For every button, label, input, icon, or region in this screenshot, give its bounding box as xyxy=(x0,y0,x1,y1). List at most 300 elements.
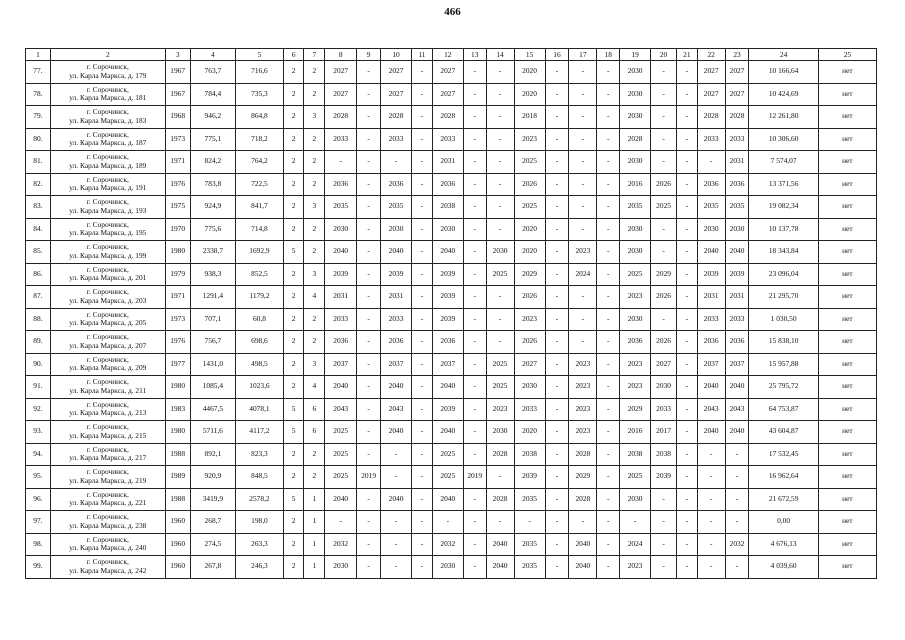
data-cell: 2035 xyxy=(514,556,545,579)
data-cell: - xyxy=(381,466,412,489)
address-street: ул. Карла Маркса, д. 183 xyxy=(69,115,147,125)
column-header: 21 xyxy=(677,49,698,61)
data-cell: - xyxy=(357,128,381,151)
data-cell: - xyxy=(412,128,433,151)
data-cell: 2 xyxy=(304,218,325,241)
data-cell: 1 xyxy=(304,556,325,579)
data-cell: - xyxy=(357,83,381,106)
data-cell: - xyxy=(486,83,514,106)
data-cell: 2338,7 xyxy=(190,241,236,264)
status-cell: нет xyxy=(818,83,876,106)
data-cell: - xyxy=(357,556,381,579)
table-row xyxy=(26,106,877,129)
data-cell: 775,1 xyxy=(190,128,236,151)
data-cell: - xyxy=(545,61,569,84)
address-street: ул. Карла Маркса, д. 242 xyxy=(69,565,147,575)
data-cell: 2028 xyxy=(432,106,463,129)
address-city: г. Сорочинск, xyxy=(86,444,129,454)
cost-cell: 7 574,07 xyxy=(749,151,818,174)
data-cell: 2040 xyxy=(725,241,749,264)
address-city: г. Сорочинск, xyxy=(86,174,129,184)
data-cell: 246,3 xyxy=(236,556,284,579)
row-number: 87. xyxy=(26,286,51,309)
data-cell: 2031 xyxy=(432,151,463,174)
data-cell: - xyxy=(597,331,620,354)
data-cell: - xyxy=(569,106,597,129)
table-row xyxy=(26,331,877,354)
data-cell: 2 xyxy=(283,511,304,534)
row-number: 84. xyxy=(26,218,51,241)
data-cell: - xyxy=(697,488,725,511)
data-cell: 1988 xyxy=(165,443,190,466)
data-cell: 2030 xyxy=(620,151,651,174)
data-cell: 2027 xyxy=(725,61,749,84)
data-cell: 2036 xyxy=(697,173,725,196)
data-cell: - xyxy=(412,106,433,129)
cost-cell: 21 672,59 xyxy=(749,488,818,511)
status-cell: нет xyxy=(818,286,876,309)
data-cell: - xyxy=(486,308,514,331)
row-number: 88. xyxy=(26,308,51,331)
data-cell: 2038 xyxy=(432,196,463,219)
data-cell: - xyxy=(651,61,677,84)
data-cell: - xyxy=(463,511,486,534)
header-row xyxy=(26,49,877,61)
cost-cell: 43 604,87 xyxy=(749,421,818,444)
data-cell: 2039 xyxy=(725,263,749,286)
data-cell: 2035 xyxy=(725,196,749,219)
address-city: г. Сорочинск, xyxy=(86,512,129,522)
address-city: г. Сорочинск, xyxy=(86,332,129,342)
data-cell: 2040 xyxy=(569,556,597,579)
data-cell: - xyxy=(545,286,569,309)
data-cell: - xyxy=(569,331,597,354)
data-cell: - xyxy=(651,488,677,511)
data-cell: 2037 xyxy=(697,353,725,376)
data-cell: 2031 xyxy=(381,286,412,309)
table-row xyxy=(26,61,877,84)
data-cell: - xyxy=(569,173,597,196)
data-cell: 1971 xyxy=(165,151,190,174)
data-cell: 2025 xyxy=(325,466,357,489)
address-street: ул. Карла Маркса, д. 195 xyxy=(69,228,147,238)
data-cell: 2040 xyxy=(381,488,412,511)
column-header: 5 xyxy=(236,49,284,61)
data-cell: - xyxy=(357,398,381,421)
data-cell: - xyxy=(545,443,569,466)
data-cell: - xyxy=(463,83,486,106)
data-cell: 2030 xyxy=(651,376,677,399)
address-cell xyxy=(50,331,165,354)
data-cell: 4467,5 xyxy=(190,398,236,421)
cost-cell: 10 166,64 xyxy=(749,61,818,84)
address-cell xyxy=(50,173,165,196)
address-cell xyxy=(50,466,165,489)
data-cell: - xyxy=(677,218,698,241)
data-cell: 3419,9 xyxy=(190,488,236,511)
data-cell: - xyxy=(545,196,569,219)
data-cell: - xyxy=(597,308,620,331)
address-street: ул. Карла Маркса, д. 199 xyxy=(69,250,147,260)
status-cell: нет xyxy=(818,196,876,219)
data-cell: - xyxy=(463,556,486,579)
table-row xyxy=(26,376,877,399)
data-cell: 2023 xyxy=(620,376,651,399)
data-cell: 2033 xyxy=(381,308,412,331)
data-cell: - xyxy=(677,83,698,106)
data-cell: - xyxy=(545,128,569,151)
address-city: г. Сорочинск, xyxy=(86,422,129,432)
row-number: 85. xyxy=(26,241,51,264)
data-cell: - xyxy=(463,421,486,444)
data-cell: 2040 xyxy=(325,241,357,264)
data-cell: - xyxy=(651,151,677,174)
row-number: 95. xyxy=(26,466,51,489)
data-cell: - xyxy=(412,286,433,309)
data-cell: 2036 xyxy=(381,331,412,354)
data-cell: 2028 xyxy=(486,443,514,466)
status-cell: нет xyxy=(818,466,876,489)
row-number: 89. xyxy=(26,331,51,354)
data-cell: 2018 xyxy=(514,106,545,129)
data-cell: 1973 xyxy=(165,308,190,331)
data-cell: 2 xyxy=(304,173,325,196)
data-cell: 2033 xyxy=(697,308,725,331)
data-cell: 2040 xyxy=(486,556,514,579)
cost-cell: 21 295,70 xyxy=(749,286,818,309)
data-cell: 2035 xyxy=(514,488,545,511)
data-cell: - xyxy=(697,151,725,174)
data-cell: 2033 xyxy=(725,308,749,331)
column-header: 7 xyxy=(304,49,325,61)
cost-cell: 15 838,10 xyxy=(749,331,818,354)
address-street: ул. Карла Маркса, д. 181 xyxy=(69,93,147,103)
data-cell: 2 xyxy=(304,151,325,174)
data-cell: 2031 xyxy=(325,286,357,309)
table-row xyxy=(26,421,877,444)
data-cell: - xyxy=(381,556,412,579)
data-cell: 2025 xyxy=(325,443,357,466)
data-cell: 2030 xyxy=(620,241,651,264)
data-cell: 2039 xyxy=(325,263,357,286)
data-cell: 2030 xyxy=(381,218,412,241)
data-cell: - xyxy=(697,466,725,489)
data-cell: - xyxy=(597,151,620,174)
data-cell: 2 xyxy=(283,556,304,579)
data-cell: - xyxy=(677,443,698,466)
data-cell: 2029 xyxy=(514,263,545,286)
data-cell: - xyxy=(597,218,620,241)
table-row xyxy=(26,128,877,151)
data-cell: 2 xyxy=(283,151,304,174)
data-cell: - xyxy=(463,151,486,174)
data-cell: 2039 xyxy=(432,263,463,286)
column-header: 16 xyxy=(545,49,569,61)
status-cell: нет xyxy=(818,106,876,129)
column-header: 13 xyxy=(463,49,486,61)
data-cell: 1431,0 xyxy=(190,353,236,376)
housing-table xyxy=(25,48,877,579)
data-cell: 2030 xyxy=(620,106,651,129)
data-cell: - xyxy=(597,511,620,534)
row-number: 92. xyxy=(26,398,51,421)
data-cell: 2578,2 xyxy=(236,488,284,511)
data-cell: 2030 xyxy=(620,61,651,84)
data-cell: - xyxy=(545,421,569,444)
data-cell: 2023 xyxy=(486,398,514,421)
data-cell: 756,7 xyxy=(190,331,236,354)
data-cell: - xyxy=(412,533,433,556)
data-cell: - xyxy=(597,83,620,106)
data-cell: - xyxy=(486,218,514,241)
data-cell: - xyxy=(486,128,514,151)
page-number: 466 xyxy=(444,6,461,18)
data-cell: 2 xyxy=(283,173,304,196)
data-cell: 2 xyxy=(283,218,304,241)
data-cell: - xyxy=(381,511,412,534)
table-row xyxy=(26,443,877,466)
status-cell: нет xyxy=(818,421,876,444)
data-cell: - xyxy=(357,308,381,331)
data-cell: 2027 xyxy=(381,83,412,106)
data-cell: 2028 xyxy=(569,488,597,511)
address-city: г. Сорочинск, xyxy=(86,197,129,207)
data-cell: 2 xyxy=(304,241,325,264)
data-cell: 2027 xyxy=(697,61,725,84)
data-cell: 1975 xyxy=(165,196,190,219)
data-cell: - xyxy=(357,196,381,219)
column-header: 10 xyxy=(381,49,412,61)
data-cell: 2035 xyxy=(514,533,545,556)
data-cell: - xyxy=(357,331,381,354)
data-cell: - xyxy=(569,128,597,151)
column-header: 22 xyxy=(697,49,725,61)
data-cell: 2031 xyxy=(725,151,749,174)
address-city: г. Сорочинск, xyxy=(86,152,129,162)
data-cell: - xyxy=(677,128,698,151)
column-header: 23 xyxy=(725,49,749,61)
data-cell: 2025 xyxy=(486,376,514,399)
data-cell: - xyxy=(569,151,597,174)
table-row xyxy=(26,556,877,579)
data-cell: 2030 xyxy=(325,218,357,241)
data-cell: - xyxy=(597,443,620,466)
data-cell: 841,7 xyxy=(236,196,284,219)
table-header xyxy=(26,49,877,61)
status-cell: нет xyxy=(818,488,876,511)
address-street: ул. Карла Маркса, д. 217 xyxy=(69,453,147,463)
data-cell: 2043 xyxy=(325,398,357,421)
data-cell: - xyxy=(486,106,514,129)
column-header: 2 xyxy=(50,49,165,61)
table-row xyxy=(26,466,877,489)
data-cell: - xyxy=(697,533,725,556)
data-cell: 6 xyxy=(304,421,325,444)
data-cell: 2039 xyxy=(381,263,412,286)
row-number: 78. xyxy=(26,83,51,106)
data-cell: - xyxy=(412,83,433,106)
data-cell: - xyxy=(597,556,620,579)
cost-cell: 10 306,60 xyxy=(749,128,818,151)
data-cell: 764,2 xyxy=(236,151,284,174)
address-street: ул. Карла Маркса, д. 193 xyxy=(69,205,147,215)
address-city: г. Сорочинск, xyxy=(86,287,129,297)
address-cell xyxy=(50,106,165,129)
column-header: 20 xyxy=(651,49,677,61)
data-cell: 2030 xyxy=(486,421,514,444)
data-cell: - xyxy=(597,196,620,219)
data-cell: - xyxy=(597,173,620,196)
cost-cell: 15 957,88 xyxy=(749,353,818,376)
data-cell: 2037 xyxy=(725,353,749,376)
data-cell: 2036 xyxy=(725,173,749,196)
data-cell: - xyxy=(412,421,433,444)
data-cell: 1989 xyxy=(165,466,190,489)
data-cell: - xyxy=(545,308,569,331)
data-cell: 2040 xyxy=(725,421,749,444)
data-cell: - xyxy=(651,511,677,534)
data-cell: 2023 xyxy=(569,421,597,444)
data-cell: 2 xyxy=(283,466,304,489)
data-cell: - xyxy=(620,511,651,534)
data-cell: - xyxy=(569,218,597,241)
status-cell: нет xyxy=(818,241,876,264)
data-cell: 2 xyxy=(283,443,304,466)
data-cell: - xyxy=(463,376,486,399)
data-cell: 1960 xyxy=(165,556,190,579)
data-cell: 2030 xyxy=(620,488,651,511)
data-cell: - xyxy=(412,398,433,421)
data-cell: - xyxy=(545,263,569,286)
address-street: ул. Карла Маркса, д. 219 xyxy=(69,475,147,485)
data-cell: 274,5 xyxy=(190,533,236,556)
data-cell: 2029 xyxy=(569,466,597,489)
row-number: 86. xyxy=(26,263,51,286)
data-cell: 263,3 xyxy=(236,533,284,556)
data-cell: 1 xyxy=(304,533,325,556)
data-cell: - xyxy=(545,218,569,241)
data-cell: - xyxy=(597,466,620,489)
data-cell: 848,5 xyxy=(236,466,284,489)
data-cell: 2025 xyxy=(325,421,357,444)
data-cell: 2 xyxy=(283,331,304,354)
data-cell: 2025 xyxy=(514,196,545,219)
table-row xyxy=(26,398,877,421)
data-cell: 2040 xyxy=(697,241,725,264)
column-header: 9 xyxy=(357,49,381,61)
data-cell: - xyxy=(381,533,412,556)
data-cell: - xyxy=(412,218,433,241)
address-city: г. Сорочинск, xyxy=(86,467,129,477)
data-cell: - xyxy=(697,511,725,534)
data-cell: 2028 xyxy=(325,106,357,129)
data-cell: - xyxy=(677,533,698,556)
data-cell: 3 xyxy=(304,106,325,129)
data-cell: - xyxy=(357,511,381,534)
column-header: 14 xyxy=(486,49,514,61)
data-cell: - xyxy=(697,443,725,466)
data-cell: - xyxy=(463,263,486,286)
data-cell: 2040 xyxy=(432,241,463,264)
data-cell: 2040 xyxy=(432,376,463,399)
data-cell: - xyxy=(597,398,620,421)
address-cell xyxy=(50,533,165,556)
data-cell: 2030 xyxy=(620,218,651,241)
data-cell: 2020 xyxy=(514,83,545,106)
table-row xyxy=(26,83,877,106)
table-row xyxy=(26,196,877,219)
data-cell: 2 xyxy=(283,263,304,286)
data-cell: - xyxy=(725,556,749,579)
data-cell: - xyxy=(545,331,569,354)
data-cell: - xyxy=(463,106,486,129)
data-cell: 2027 xyxy=(432,83,463,106)
cost-cell: 10 137,78 xyxy=(749,218,818,241)
data-cell: 2027 xyxy=(514,353,545,376)
data-cell: 5 xyxy=(283,398,304,421)
data-cell: 3 xyxy=(304,263,325,286)
data-cell: 1960 xyxy=(165,511,190,534)
cost-cell: 12 261,80 xyxy=(749,106,818,129)
address-city: г. Сорочинск, xyxy=(86,309,129,319)
data-cell: - xyxy=(597,421,620,444)
column-header: 4 xyxy=(190,49,236,61)
data-cell: - xyxy=(651,218,677,241)
data-cell: 892,1 xyxy=(190,443,236,466)
data-cell: - xyxy=(412,151,433,174)
data-cell: - xyxy=(545,533,569,556)
row-number: 99. xyxy=(26,556,51,579)
address-city: г. Сорочинск, xyxy=(86,377,129,387)
data-cell: 2040 xyxy=(697,421,725,444)
data-cell: - xyxy=(545,466,569,489)
data-cell: - xyxy=(486,331,514,354)
column-header: 17 xyxy=(569,49,597,61)
data-cell: 2023 xyxy=(569,398,597,421)
data-cell: - xyxy=(545,173,569,196)
data-cell: 2028 xyxy=(620,128,651,151)
address-street: ул. Карла Маркса, д. 215 xyxy=(69,430,147,440)
address-street: ул. Карла Маркса, д. 189 xyxy=(69,160,147,170)
data-cell: 775,6 xyxy=(190,218,236,241)
data-cell: - xyxy=(325,151,357,174)
data-cell: - xyxy=(412,196,433,219)
column-header: 1 xyxy=(26,49,51,61)
data-cell: - xyxy=(486,61,514,84)
data-cell: 2 xyxy=(283,286,304,309)
data-cell: - xyxy=(486,151,514,174)
data-cell: 2030 xyxy=(432,556,463,579)
data-cell: - xyxy=(677,241,698,264)
address-street: ул. Карла Маркса, д. 203 xyxy=(69,295,147,305)
data-cell: 2033 xyxy=(381,128,412,151)
data-cell: 2033 xyxy=(325,308,357,331)
data-cell: - xyxy=(677,488,698,511)
address-cell xyxy=(50,308,165,331)
data-cell: 2040 xyxy=(569,533,597,556)
data-cell: - xyxy=(725,443,749,466)
data-cell: - xyxy=(677,263,698,286)
address-cell xyxy=(50,218,165,241)
row-number: 80. xyxy=(26,128,51,151)
data-cell: - xyxy=(412,376,433,399)
data-cell: 2 xyxy=(304,466,325,489)
address-cell xyxy=(50,61,165,84)
data-cell: 2040 xyxy=(725,376,749,399)
data-cell: 2024 xyxy=(620,533,651,556)
data-cell: 2027 xyxy=(697,83,725,106)
data-cell: - xyxy=(463,488,486,511)
